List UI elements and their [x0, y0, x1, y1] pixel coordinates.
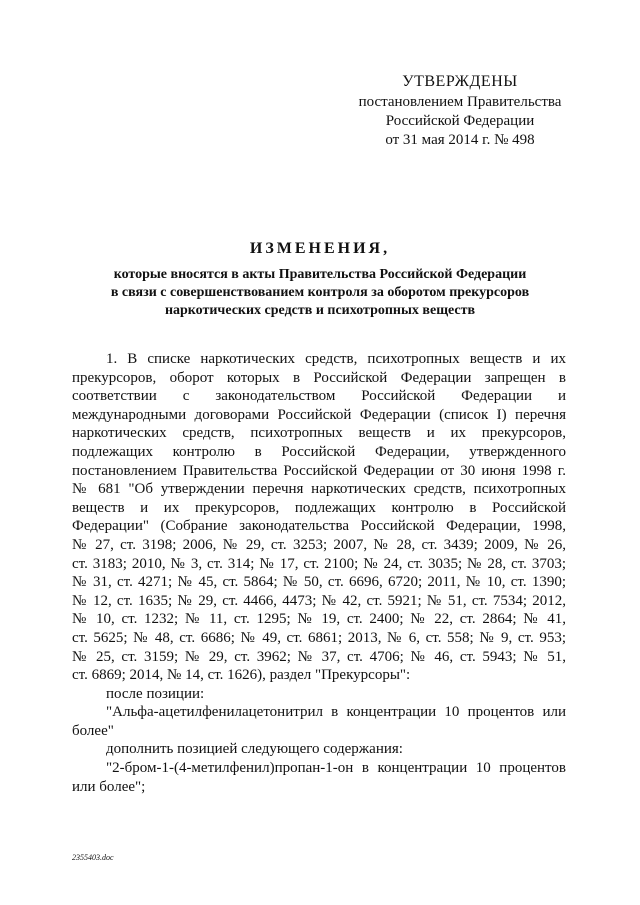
paragraph-line: № 25, ст. 3159; № 29, ст. 3962; № 37, ст. 4706; № 46, ст. 5943; № 51, [72, 648, 566, 665]
paragraph-line: прекурсоров, оборот которых в Российской Федерации запрещен в [72, 369, 566, 386]
approval-line-2: Российской Федерации [385, 113, 535, 129]
position-2-line-1: "2-бром-1-(4-метилфенил)пропан-1-он в концентрации 10 процентов [106, 760, 566, 777]
title-main: ИЗМЕНЕНИЯ, [249, 240, 391, 257]
paragraph-line: соответствии с законодательством Российской Федерации и [72, 388, 566, 405]
paragraph-line: № 27, ст. 3198; 2006, № 29, ст. 3253; 2007, № 28, ст. 3439; 2009, № 26, [72, 536, 566, 553]
position-1-line-2: более" [72, 722, 114, 739]
add-position-label: дополнить позицией следующего содержания: [106, 741, 403, 758]
paragraph-line: № 12, ст. 1635; № 29, ст. 4466, 4473; № 42, ст. 5921; № 51, ст. 7534; 2012, [72, 592, 566, 609]
paragraph-line: веществ и их прекурсоров, подлежащих контролю в Российской [72, 499, 566, 516]
paragraph-line: № 31, ст. 4271; № 45, ст. 5864; № 50, ст. 6696, 6720; 2011, № 10, ст. 1390; [72, 574, 566, 591]
position-1-line-1: "Альфа-ацетилфенилацетонитрил в концентрации 10 процентов или [106, 704, 566, 721]
paragraph-line: Федерации" (Собрание законодательства Российской Федерации, 1998, [72, 518, 566, 535]
paragraph-line: постановлением Правительства Российской Федерации от 30 июня 1998 г. [72, 462, 566, 479]
after-position-label: после позиции: [106, 685, 205, 702]
title-line-2: в связи с совершенствованием контроля за оборотом прекурсоров [110, 285, 530, 300]
document-body [72, 350, 566, 796]
document-title [60, 240, 580, 320]
paragraph-line: № 10, ст. 1232; № 11, ст. 1295; № 19, ст. 2400; № 22, ст. 2864; № 41, [72, 611, 566, 628]
position-2-line-2: или более"; [72, 778, 146, 795]
paragraph-line: ст. 3183; 2010, № 3, ст. 314; № 17, ст. 2100; № 24, ст. 3035; № 28, ст. 3703; [72, 555, 566, 572]
paragraph-line: ст. 6869; 2014, № 14, ст. 1626), раздел "Прекурсоры": [72, 667, 411, 684]
approval-line-1: постановлением Правительства [358, 94, 562, 110]
paragraph-line: ст. 5625; № 48, ст. 6686; № 49, ст. 6861; 2013, № 6, ст. 558; № 9, ст. 953; [72, 629, 566, 646]
approval-block [340, 72, 580, 150]
footer-filename: 2355403.doc [72, 853, 114, 862]
paragraph-line: 1. В списке наркотических средств, психотропных веществ и их [106, 351, 566, 367]
paragraph-line: № 681 "Об утверждении перечня наркотических средств, психотропных [72, 481, 566, 498]
paragraph-line: международными договорами Российской Федерации (список I) перечня [72, 406, 566, 423]
title-line-1: которые вносятся в акты Правительства Российской Федерации [113, 267, 527, 282]
approval-line-3: от 31 мая 2014 г. № 498 [385, 132, 535, 148]
paragraph-line: наркотических средств, психотропных веществ и их прекурсоров, [72, 425, 566, 442]
paragraph-line: подлежащих контролю в Российской Федерации, утвержденного [72, 443, 566, 460]
title-line-3: наркотических средств и психотропных веществ [164, 303, 476, 318]
approval-heading: УТВЕРЖДЕНЫ [402, 73, 518, 90]
